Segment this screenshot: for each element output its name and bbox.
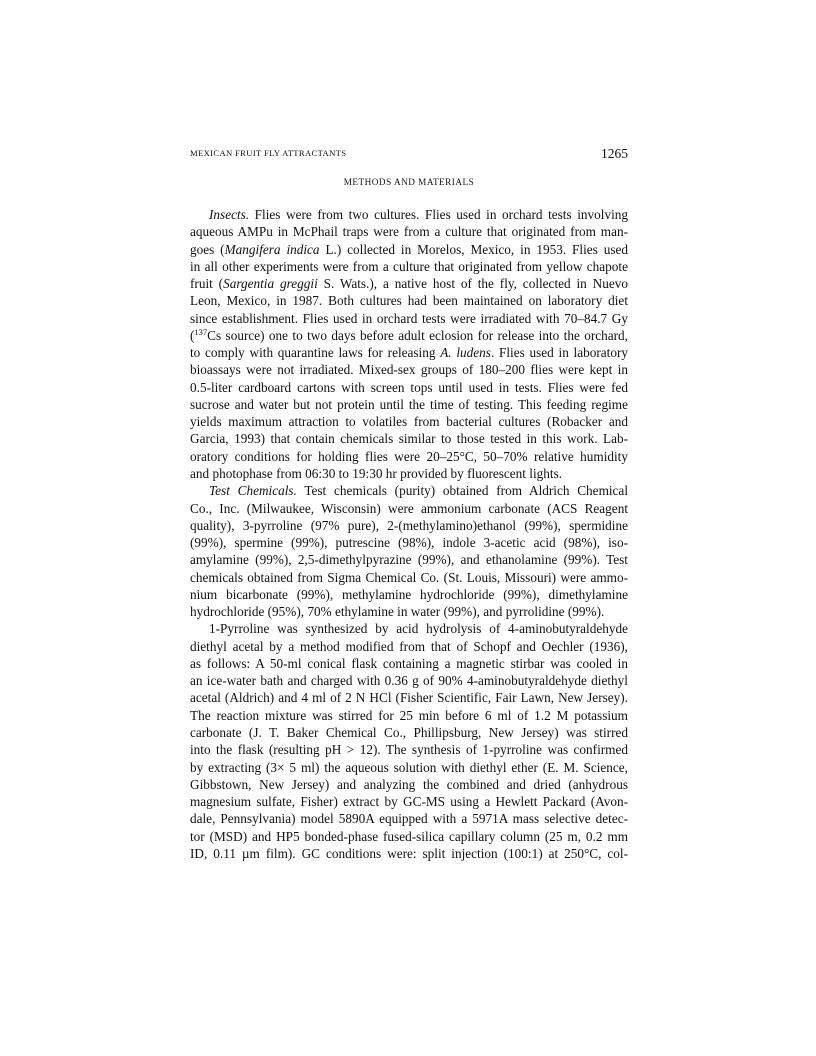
text-segment: into the flask (resulting pH > 12). The synthesis of 1-pyrroline was confirmed (190, 742, 628, 758)
text-line (190, 759, 628, 776)
text-segment: goes ( (190, 241, 225, 257)
text-line (190, 551, 628, 568)
section-heading: METHODS AND MATERIALS (343, 177, 475, 187)
text-segment: Flies were from two cultures. Flies used in orchard tests involving (249, 207, 628, 222)
text-segment: L.) collected in Morelos, Mexico, in 1953. Flies used (319, 241, 628, 257)
text-line (190, 413, 628, 430)
text-line (190, 430, 628, 447)
text-line (190, 603, 628, 620)
text-segment: . Flies used in laboratory (490, 345, 629, 361)
text-line (190, 620, 628, 637)
text-segment: yields maximum attraction to volatiles from bacterial cultures (Robacker and (190, 414, 628, 430)
text-segment: hydrochloride (95%), 70% ethylamine in water (99%), and pyrrolidine (99%). (190, 604, 605, 620)
text-line (190, 828, 628, 845)
text-line (190, 206, 628, 223)
text-segment: Co., Inc. (Milwaukee, Wisconsin) were ammonium carbonate (ACS Reagent (190, 500, 628, 516)
text-segment: by extracting (3× 5 ml) the aqueous solution with diethyl ether (E. M. Science, (190, 759, 628, 775)
text-line (190, 655, 628, 672)
text-segment: The reaction mixture was stirred for 25 min before 6 ml of 1.2 M potassium (190, 707, 628, 723)
text-segment: in all other experiments were from a culture that originated from yellow chapote (190, 258, 628, 274)
text-line (190, 500, 628, 517)
text-line (190, 638, 628, 655)
text-segment: Garcia, 1993) that contain chemicals similar to those tested in this work. Lab- (190, 431, 628, 447)
body-text (190, 206, 628, 862)
text-segment: carbonate (J. T. Baker Chemical Co., Phillipsburg, New Jersey) was stirred (190, 724, 628, 740)
text-line (190, 810, 628, 827)
text-segment: Gibbstown, New Jersey) and analyzing the combined and dried (anhydrous (190, 776, 628, 792)
text-segment: quality), 3-pyrroline (97% pure), 2-(methylamino)ethanol (99%), spermidine (190, 517, 628, 533)
text-segment: 0.5-liter cardboard cartons with screen tops until used in tests. Flies were fed (190, 379, 628, 395)
text-line (190, 465, 628, 482)
italic-text: Mangifera indica (224, 241, 320, 257)
text-line (190, 707, 628, 724)
text-line (190, 310, 628, 327)
text-segment: acetal (Aldrich) and 4 ml of 2 N HCl (Fisher Scientific, Fair Lawn, New Jersey). (190, 690, 628, 706)
text-line (190, 327, 628, 344)
text-segment: bioassays were not irradiated. Mixed-sex groups of 180–200 flies were kept in (190, 362, 628, 378)
text-line (190, 448, 628, 465)
text-segment: 1-Pyrroline was synthesized by acid hydrolysis of 4-aminobutyraldehyde (209, 621, 628, 637)
text-line (190, 689, 628, 706)
text-segment: as follows: A 50-ml conical flask containing a magnetic stirbar was cooled in (190, 655, 628, 671)
text-segment: Test chemicals (purity) obtained from Aldrich Chemical (296, 483, 628, 499)
text-line (190, 776, 628, 793)
text-line (190, 586, 628, 603)
text-line (190, 258, 628, 275)
text-segment: S. Wats.), a native host of the fly, collected in Nuevo (317, 276, 628, 292)
text-segment: ID, 0.11 µm film). GC conditions were: split injection (100:1) at 250°C, col- (190, 845, 628, 861)
italic-text: Test Chemicals. (209, 483, 297, 499)
text-line (190, 396, 628, 413)
text-line (190, 517, 628, 534)
text-segment: magnesium sulfate, Fisher) extract by GC-MS using a Hewlett Packard (Avon- (190, 794, 628, 810)
running-title: MEXICAN FRUIT FLY ATTRACTANTS (190, 148, 347, 158)
text-segment: oratory conditions for holding flies were 20–25°C, 50–70% relative humidity (190, 448, 628, 464)
text-segment: to comply with quarantine laws for releasing (190, 345, 441, 361)
text-segment: an ice-water bath and charged with 0.36 g of 90% 4-aminobutyraldehyde diethyl (190, 673, 628, 689)
text-segment: sucrose and water but not protein until the time of testing. This feeding regime (190, 396, 628, 412)
text-segment: diethyl acetal by a method modified from that of Schopf and Oechler (1936), (190, 638, 628, 654)
text-segment: ( (190, 327, 195, 343)
text-segment: Leon, Mexico, in 1987. Both cultures had been maintained on laboratory diet (190, 293, 628, 309)
text-segment: amylamine (99%), 2,5-dimethylpyrazine (99%), and ethanolamine (99%). Test (190, 552, 628, 568)
text-segment: chemicals obtained from Sigma Chemical Co. (St. Louis, Missouri) were ammo- (190, 569, 628, 585)
text-line (190, 241, 628, 258)
text-segment: fruit ( (190, 276, 224, 292)
italic-text: Insects. (209, 207, 250, 222)
text-line (190, 672, 628, 689)
text-segment: tor (MSD) and HP5 bonded-phase fused-silica capillary column (25 m, 0.2 mm (190, 828, 628, 844)
text-line (190, 845, 628, 862)
text-line (190, 292, 628, 309)
text-line (190, 361, 628, 378)
text-segment: and photophase from 06:30 to 19:30 hr provided by fluorescent lights. (190, 465, 563, 481)
text-line (190, 344, 628, 361)
text-segment: (99%), spermine (99%), putrescine (98%), indole 3-acetic acid (98%), iso- (190, 535, 628, 551)
superscript: 137 (194, 326, 208, 337)
text-line (190, 793, 628, 810)
text-segment: nium bicarbonate (99%), methylamine hydrochloride (99%), dimethylamine (190, 586, 628, 602)
page-number: 1265 (601, 146, 628, 161)
text-line (190, 534, 628, 551)
text-segment: since establishment. Flies used in orchard tests were irradiated with 70–84.7 Gy (190, 310, 628, 326)
text-line (190, 482, 628, 499)
text-line (190, 379, 628, 396)
text-segment: dale, Pennsylvania) model 5890A equipped with a 5971A mass selective detec- (190, 811, 628, 827)
text-line (190, 223, 628, 240)
text-line (190, 741, 628, 758)
italic-text: A. ludens (440, 345, 491, 361)
text-line (190, 275, 628, 292)
text-line (190, 569, 628, 586)
text-line (190, 724, 628, 741)
text-segment: Cs source) one to two days before adult eclosion for release into the orchard, (207, 327, 628, 343)
text-segment: aqueous AMPu in McPhail traps were from a culture that originated from man- (190, 224, 628, 240)
italic-text: Sargentia greggii (223, 276, 318, 292)
